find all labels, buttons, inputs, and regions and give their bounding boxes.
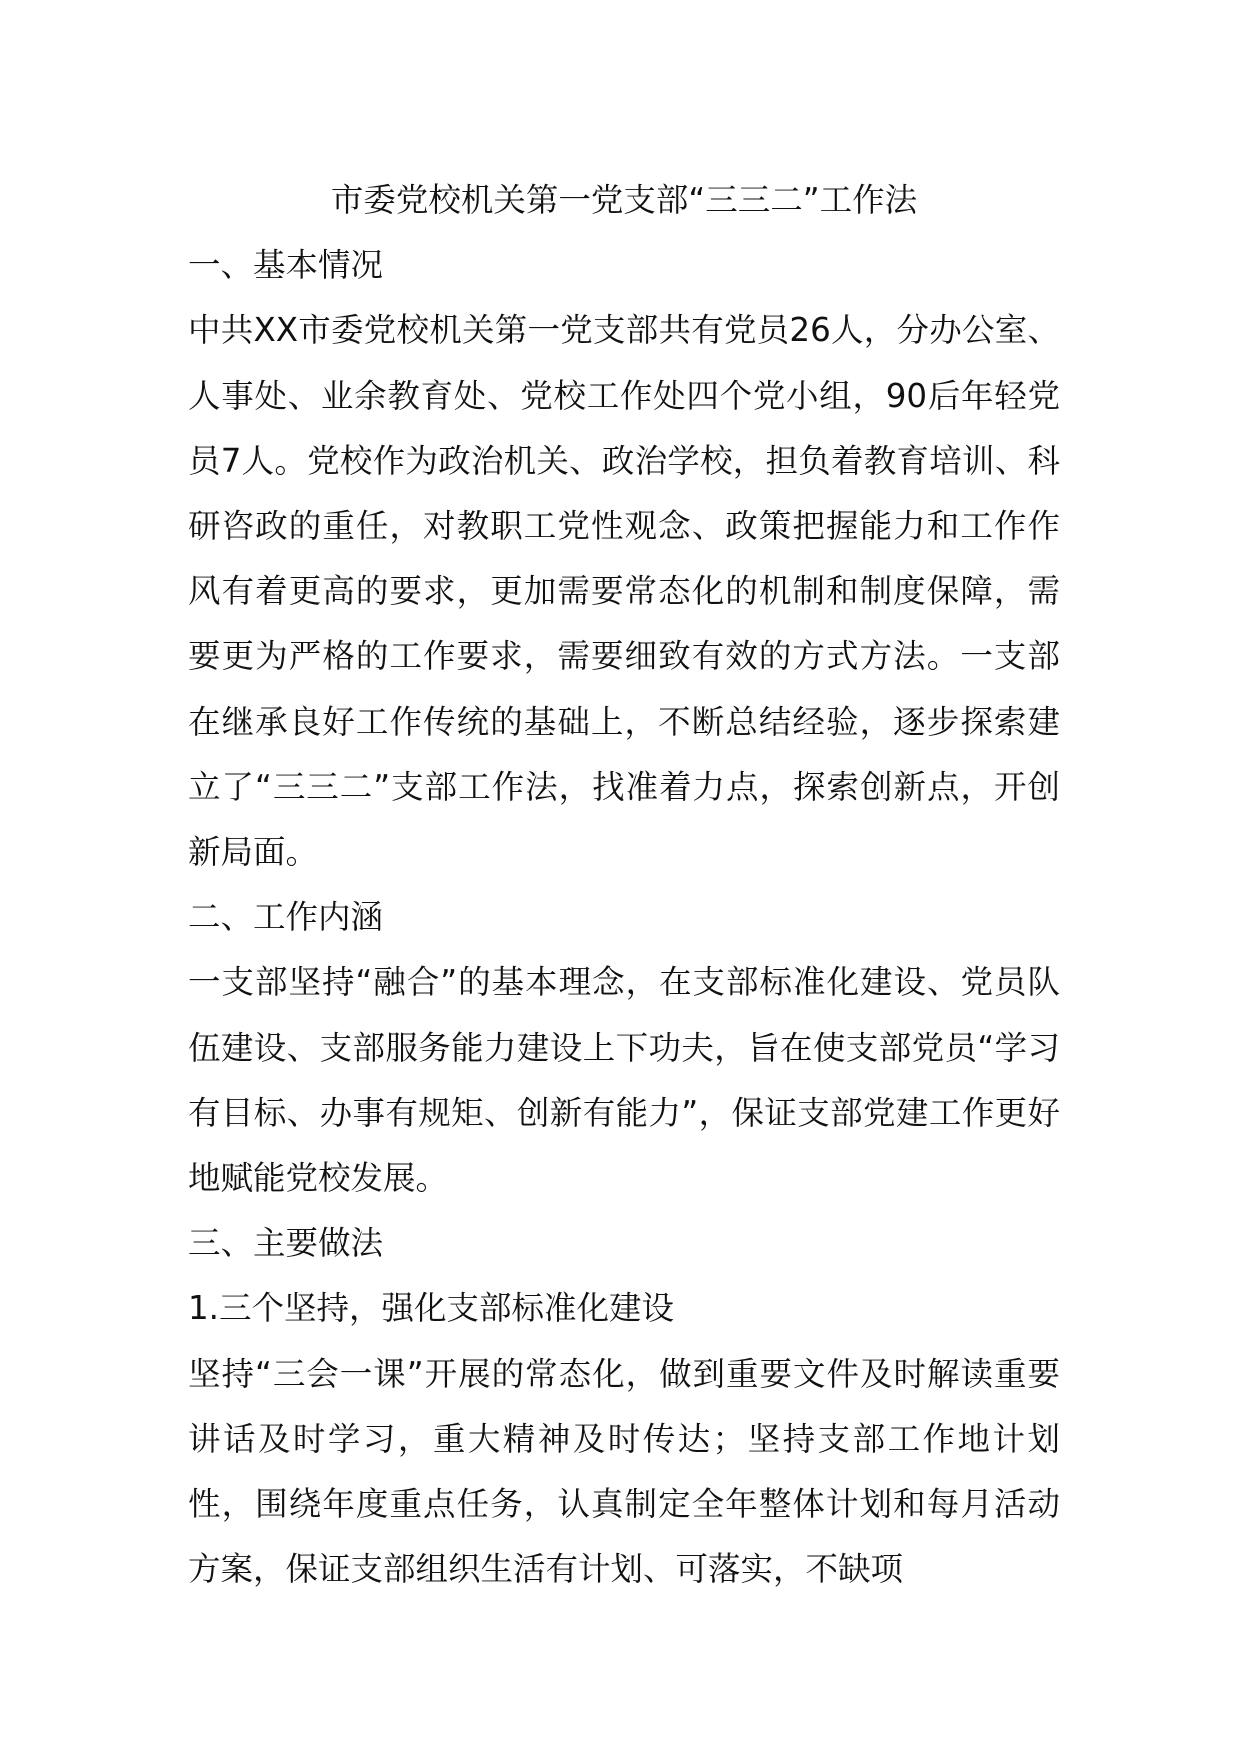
three-persistences-paragraph: 坚持“三会一课”开展的常态化，做到重要文件及时解读重要讲话及时学习，重大精神及时传达；坚持支部工作地计划性，围绕年度重点任务，认真制定全年整体计划和每月活动方案，保证支部组织生活有计划、可落实，不缺项 <box>188 1354 1060 1589</box>
section-heading-work-connotation: 二、工作内涵 <box>188 898 384 937</box>
section-heading-main-practices: 三、主要做法 <box>188 1224 384 1263</box>
document-title: 市委党校机关第一党支部“三三二”工作法 <box>330 181 918 219</box>
work-connotation-paragraph: 一支部坚持“融合”的基本理念，在支部标准化建设、党员队伍建设、支部服务能力建设上下功夫，旨在使支部党员“学习有目标、办事有规矩、创新有能力”，保证支部党建工作更好地赋能党校发展。 <box>188 963 1060 1198</box>
section-heading-basic-situation: 一、基本情况 <box>188 246 384 285</box>
document-body <box>188 168 1060 1602</box>
basic-situation-paragraph: 中共XX市委党校机关第一党支部共有党员26人，分办公室、人事处、业余教育处、党校工作处四个党小组，90后年轻党员7人。党校作为政治机关、政治学校，担负着教育培训、科研咨政的重任，对教职工党性观念、政策把握能力和工作作风有着更高的要求，更加需要常态化的机制和制度保障，需要更为严格的工作要求，需要细致有效的方式方法。一支部在继承良好工作传统的基础上，不断总结经验，逐步探索建立了“三三二”支部工作法，找准着力点，探索创新点，开创新局面。 <box>188 311 1060 872</box>
subsection-heading-three-persistences: 1.三个坚持，强化支部标准化建设 <box>188 1289 675 1328</box>
